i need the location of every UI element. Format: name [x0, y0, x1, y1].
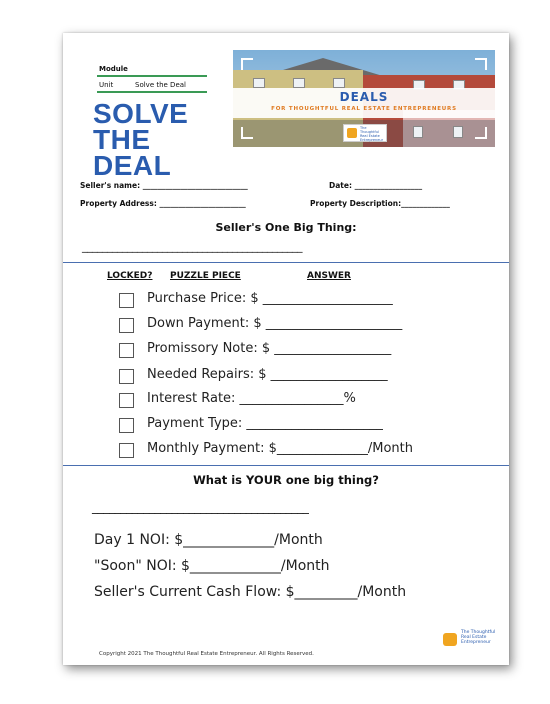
- puzzle-piece-label: Interest Rate: ________________%: [147, 391, 356, 406]
- unit-underline: [97, 91, 207, 93]
- worksheet-page: [63, 33, 509, 665]
- brand-logo-text: The Thoughtful Real Estate Entrepreneur: [360, 126, 384, 142]
- house-logo-icon: [347, 128, 357, 138]
- property-description-field[interactable]: Property Description:_____________: [310, 199, 450, 208]
- unit-label: Unit: [99, 81, 114, 89]
- unit-value: Solve the Deal: [135, 81, 186, 89]
- locked-checkbox[interactable]: [119, 418, 134, 433]
- column-header-puzzle-piece: PUZZLE PIECE: [170, 271, 241, 281]
- seller-name-field[interactable]: Seller's name: ____________________________: [80, 181, 248, 190]
- cash-flow-field[interactable]: Seller's Current Cash Flow: $_________/Month: [94, 584, 407, 600]
- footer-logo: [441, 630, 497, 652]
- module-label: Module: [99, 65, 128, 73]
- column-header-locked: LOCKED?: [107, 271, 153, 281]
- deals-heading: DEALS: [339, 90, 389, 104]
- corner-bracket-icon: [475, 58, 487, 70]
- your-big-thing-line[interactable]: ______________________________________: [92, 500, 309, 514]
- date-field[interactable]: Date: __________________: [329, 181, 423, 190]
- locked-checkbox[interactable]: [119, 343, 134, 358]
- puzzle-piece-label: Down Payment: $ _____________________: [147, 316, 403, 331]
- locked-checkbox[interactable]: [119, 318, 134, 333]
- locked-checkbox[interactable]: [119, 443, 134, 458]
- locked-checkbox[interactable]: [119, 369, 134, 384]
- corner-bracket-icon: [475, 127, 487, 139]
- sellers-big-thing-line[interactable]: ____________________________________________: [82, 240, 302, 253]
- deals-banner: [233, 50, 495, 147]
- house-logo-icon: [443, 633, 457, 646]
- module-underline: [97, 75, 207, 77]
- locked-checkbox[interactable]: [119, 393, 134, 408]
- brand-logo: [343, 124, 387, 142]
- day1-noi-field[interactable]: Day 1 NOI: $_____________/Month: [94, 532, 323, 548]
- puzzle-piece-label: Payment Type: _____________________: [147, 416, 383, 431]
- puzzle-piece-label: Purchase Price: $ ____________________: [147, 291, 393, 306]
- copyright-text: Copyright 2021 The Thoughtful Real Estate Entrepreneur. All Rights Reserved.: [99, 651, 314, 657]
- corner-bracket-icon: [241, 127, 253, 139]
- title-line-1: SOLVE: [93, 98, 189, 129]
- divider: [63, 465, 509, 466]
- column-header-answer: ANSWER: [307, 271, 351, 281]
- sellers-big-thing-heading: Seller's One Big Thing:: [215, 221, 357, 234]
- puzzle-piece-label: Monthly Payment: $______________/Month: [147, 441, 414, 456]
- page-title: [93, 98, 189, 181]
- deals-tagline: FOR THOUGHTFUL REAL ESTATE ENTREPRENEURS: [271, 106, 457, 112]
- title-line-3: DEAL: [93, 150, 172, 181]
- divider: [63, 262, 509, 263]
- property-address-field[interactable]: Property Address: _______________________: [80, 199, 246, 208]
- locked-checkbox[interactable]: [119, 293, 134, 308]
- puzzle-piece-label: Needed Repairs: $ __________________: [147, 367, 388, 382]
- corner-bracket-icon: [241, 58, 253, 70]
- puzzle-piece-label: Promissory Note: $ __________________: [147, 341, 392, 356]
- footer-logo-text: The Thoughtful Real Estate Entrepreneur: [461, 630, 496, 645]
- title-line-2: THE: [93, 124, 151, 155]
- soon-noi-field[interactable]: "Soon" NOI: $_____________/Month: [94, 558, 330, 574]
- your-big-thing-heading: What is YOUR one big thing?: [193, 473, 379, 487]
